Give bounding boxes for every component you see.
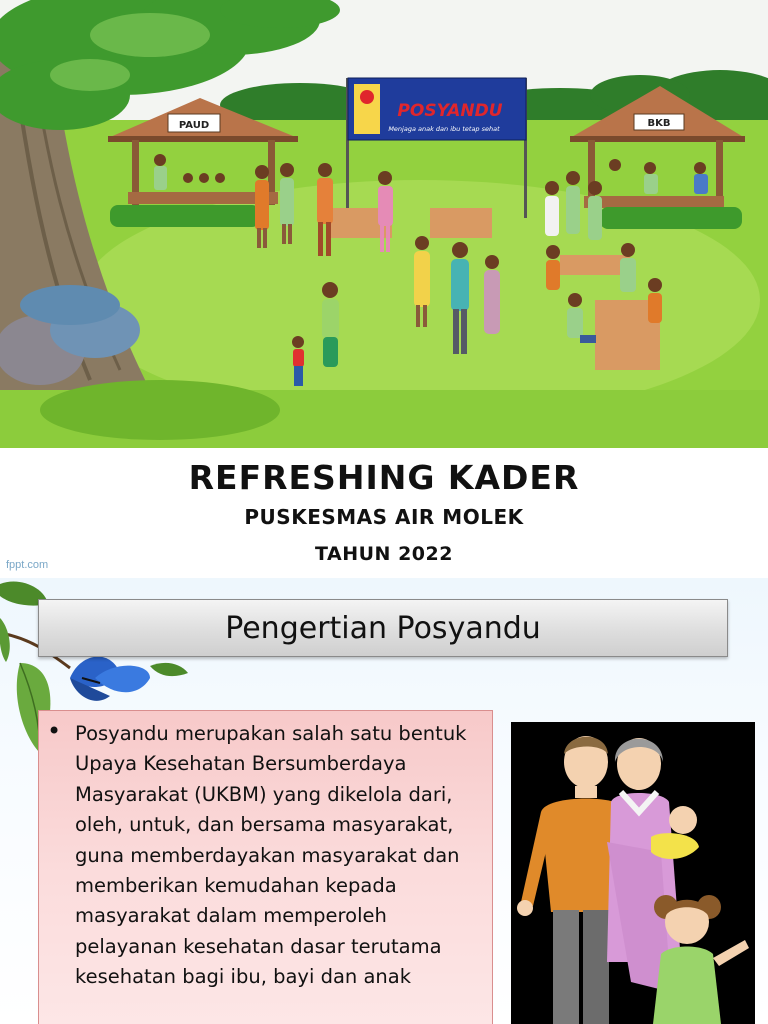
posyandu-scene-illustration: [0, 0, 768, 448]
butterfly-icon: [70, 657, 150, 701]
heading-bar: [38, 599, 728, 657]
hut-paud-sign: PAUD: [178, 120, 210, 131]
slide-heading: Pengertian Posyandu: [225, 611, 541, 646]
family-illustration: [511, 722, 755, 1024]
slide-year: TAHUN 2022: [315, 543, 453, 565]
banner-tagline: Menjaga anak dan ibu tetap sehat: [388, 125, 500, 133]
banner-brand: POSYANDU: [397, 101, 503, 121]
watermark: fppt.com: [6, 559, 49, 571]
hut-bkb-sign: BKB: [647, 118, 671, 129]
content-slide: [0, 578, 768, 1024]
slide-subtitle: PUSKESMAS AIR MOLEK: [244, 505, 524, 529]
definition-textbox: [38, 710, 493, 1024]
slide-title: REFRESHING KADER: [188, 458, 580, 497]
definition-text: Posyandu merupakan salah satu bentuk Upaya Kesehatan Bersumberdaya Masyarakat (UKBM) yang dikelola dari, oleh, untuk, dan bersama masyarakat, guna memberdayakan masyarakat dan memberikan kemudahan kepada masyarakat dalam memperoleh pelayanan kesehatan dasar terutama kesehatan bagi ibu, bayi dan anak: [75, 722, 467, 989]
bullet-icon: •: [47, 717, 62, 745]
